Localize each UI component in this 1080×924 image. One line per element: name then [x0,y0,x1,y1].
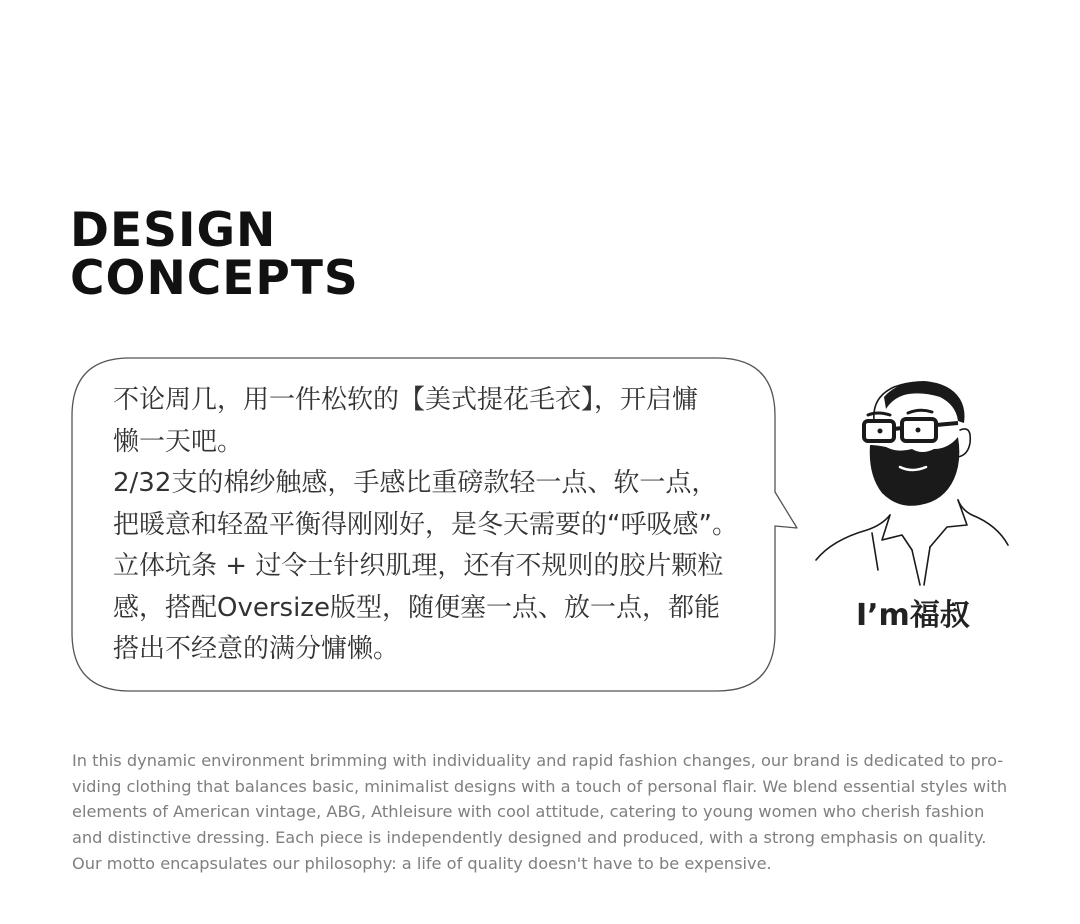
speech-line: 把暖意和轻盈平衡得刚刚好，是冬天需要的“呼吸感”。 [113,509,738,540]
speech-bubble-text [113,380,763,671]
bearded-man-avatar-icon [812,375,1012,590]
speech-line: 不论周几，用一件松软的【美式提花毛衣】，开启慵 [113,385,699,415]
hair [884,381,965,423]
shirt-outline [816,515,890,560]
speech-line: 懒一天吧。 [113,426,244,457]
beard [870,437,960,506]
description-line: elements of American vintage, ABG, Athleisure with cool attitude, catering to young women who cherish fashion [72,802,985,822]
heading-line-1: DESIGN [70,203,277,258]
description-line: In this dynamic environment brimming with individuality and rapid fashion changes, our brand is dedicated to pro- [72,751,1004,770]
brand-description [72,748,1012,877]
speech-line: 感，搭配Oversize版型，随便塞一点、放一点，都能 [113,592,720,623]
heading-line-2: CONCEPTS [70,251,359,306]
speech-line: 搭出不经意的满分慵懒。 [113,634,400,664]
signature-name: I’m福叔 [856,598,970,633]
speech-line: 立体坑条 + 过令士针织肌理，还有不规则的胶片颗粒 [113,551,724,581]
description-line: viding clothing that balances basic, minimalist designs with a touch of personal flair. We blend essential styles with [72,776,1008,796]
speech-line: 2/32支的棉纱触感，手感比重磅款轻一点、软一点， [113,468,718,498]
description-line: and distinctive dressing. Each piece is independently designed and produced, with a strong emphasis on quality. [72,828,987,848]
shirt-collar [882,515,912,550]
description-line: Our motto encapsulates our philosophy: a life of quality doesn't have to be expensive. [72,853,772,873]
